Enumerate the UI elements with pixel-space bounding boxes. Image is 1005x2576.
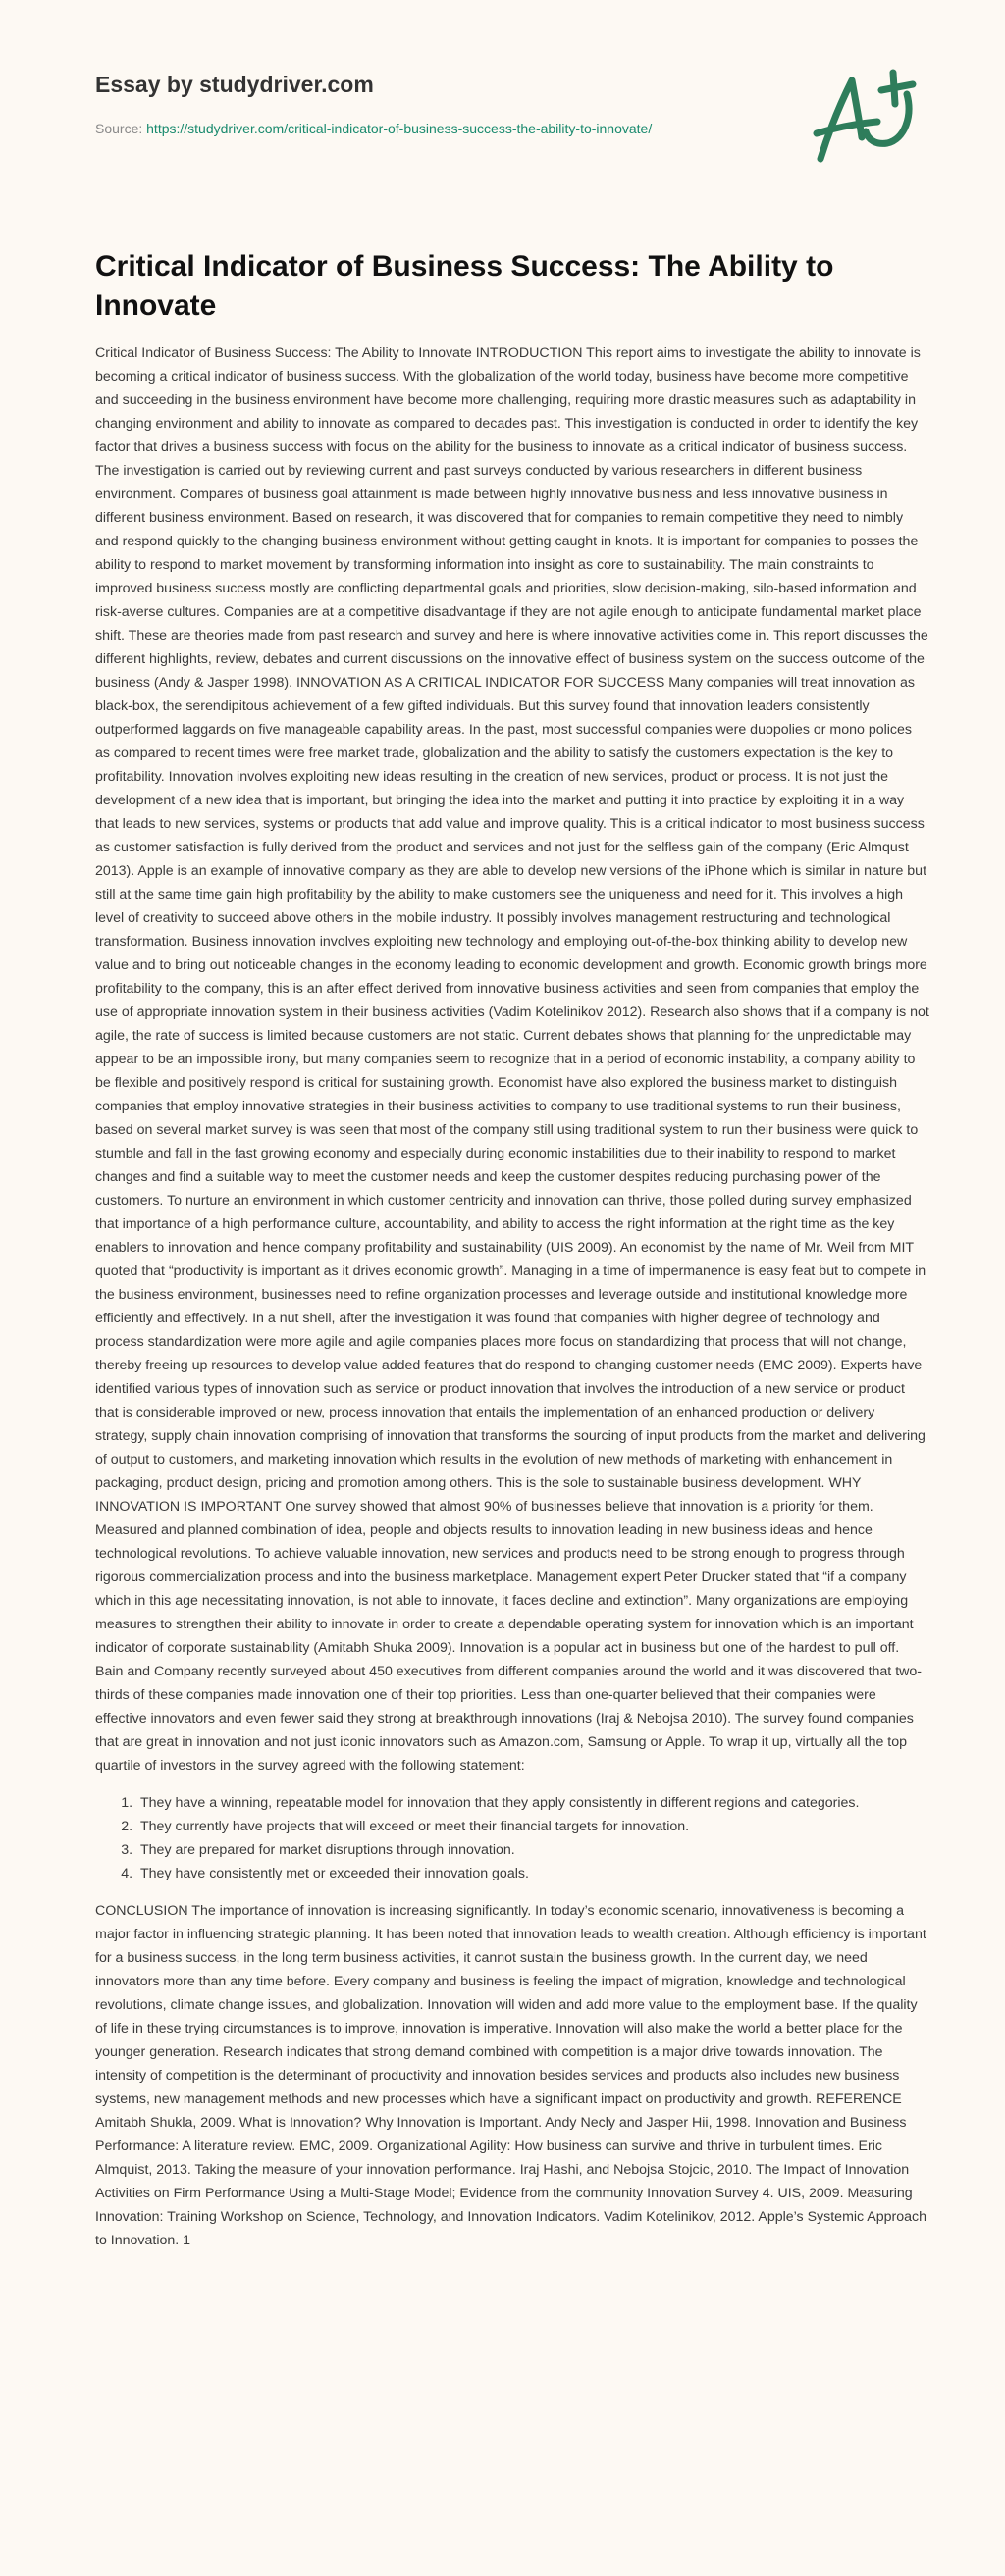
source-label: Source: bbox=[95, 121, 147, 136]
list-item: 3. They are prepared for market disruptions through innovation. bbox=[136, 1838, 929, 1862]
list-item: 2. They currently have projects that will exceed or meet their financial targets for innovation. bbox=[136, 1815, 929, 1838]
site-title: Essay by studydriver.com bbox=[95, 72, 374, 97]
page-title: Critical Indicator of Business Success: The Ability to Innovate bbox=[95, 250, 834, 322]
source-link[interactable]: https://studydriver.com/critical-indicator-of-business-success-the-ability-to-innovate/ bbox=[146, 121, 653, 136]
source-line bbox=[95, 121, 652, 136]
article-body-paragraph: Critical Indicator of Business Success: The Ability to Innovate INTRODUCTION This report aims to investigate the ability to innovate is becoming a critical indicator of business success. With the globalization of the world today, business have become more competitive and succeeding in the business environment have become more challenging, requiring more drastic measures such as adaptability in changing environment and ability to innovate as compared to decades past. This investigation is conducted in order to identify the key factor that drives a business success with focus on the ability for the business to innovate as a critical indicator of business success. The investigation is carried out by reviewing current and past surveys conducted by various researchers in different business environment. Compares of business goal attainment is made between highly innovative business and less innovative business in different business environment. Based on research, it was discovered that for companies to remain competitive they need to nimbly and respond quickly to the changing business environment without getting caught in knots. It is important for companies to posses the ability to respond to market movement by transforming information into insight as core to sustainability. The main constraints to improved business success mostly are conflicting departmental goals and priorities, slow decision-making, silo-based information and risk-averse cultures. Companies are at a competitive disadvantage if they are not agile enough to anticipate fundamental market place shift. These are theories made from past research and survey and here is where innovative activities come in. This report discusses the different highlights, review, debates and current discussions on the innovative effect of business system on the success outcome of the business (Andy & Jasper 1998). INNOVATION AS A CRITICAL INDICATOR FOR SUCCESS Many companies will treat innovation as black-box, the serendipitous achievement of a few gifted individuals. But this survey found that innovation leaders consistently outperformed laggards on five manageable capability areas. In the past, most successful companies were duopolies or mono polices as compared to recent times were free market trade, globalization and the ability to satisfy the customers expectation is the key to profitability. Innovation involves exploiting new ideas resulting in the creation of new services, product or process. It is not just the development of a new idea that is important, but bringing the idea into the market and putting it into practice by exploiting it in a way that leads to new services, systems or products that add value and improve quality. This is a critical indicator to most business success as customer satisfaction is fully derived from the product and services and not just for the selfless gain of the company (Eric Almqust 2013). Apple is an example of innovative company as they are able to develop new versions of the iPhone which is similar in nature but still at the same time gain high profitability by the ability to make customers see the uniqueness and need for it. This involves a high level of creativity to succeed above others in the mobile industry. It possibly involves management restructuring and technological transformation. Business innovation involves exploiting new technology and employing out-of-the-box thinking ability to develop new value and to bring out noticeable changes in the economy leading to economic development and growth. Economic growth brings more profitability to the company, this is an after effect derived from innovative business activities and seen from companies that employ the use of appropriate innovation system in their business activities (Vadim Kotelinikov 2012). Research also shows that if a company is not agile, the rate of success is limited because customers are not static. Current debates shows that planning for the unpredictable may appear to be an impossible irony, but many companies seem to recognize that in a period of economic instability, a company ability to be flexible and positively respond is critical for sustaining growth. Economist have also explored the business market to distinguish companies that employ innovative strategies in their business activities to company to use traditional systems to run their business, based on several market survey is was seen that most of the company still using traditional system to run their business were quick to stumble and fall in the fast growing economy and especially during economic instabilities due to their inability to respond to market changes and find a suitable way to meet the customer needs and keep the customer despites reducing purchasing power of the customers. To nurture an environment in which customer centricity and innovation can thrive, those polled during survey emphasized that importance of a high performance culture, accountability, and ability to access the right information at the right time as the key enablers to innovation and hence company profitability and sustainability (UIS 2009). An economist by the name of Mr. Weil from MIT quoted that “productivity is important as it drives economic growth”. Managing in a time of impermanence is easy feat but to compete in the business environment, businesses need to refine organization processes and leverage outside and institutional knowledge more efficiently and effectively. In a nut shell, after the investigation it was found that companies with higher degree of technology and process standardization were more agile and agile companies places more focus on standardizing that process that will not change, thereby freeing up resources to develop value added features that do respond to changing customer needs (EMC 2009). Experts have identified various types of innovation such as service or product innovation that involves the introduction of a new service or product that is considerable improved or new, process innovation that entails the implementation of an enhanced production or delivery strategy, supply chain innovation comprising of innovation that transforms the sourcing of input products from the market and delivering of output to customers, and marketing innovation which results in the evolution of new methods of marketing with enhancement in packaging, product design, pricing and promotion among others. This is the sole to sustainable business development. WHY INNOVATION IS IMPORTANT One survey showed that almost 90% of businesses believe that innovation is a priority for them. Measured and planned combination of idea, people and objects results to innovation leading in new business ideas and hence technological revolutions. To achieve valuable innovation, new services and products need to be strong enough to progress through rigorous commercialization process and into the business marketplace. Management expert Peter Drucker stated that “if a company which in this age necessitating innovation, is not able to innovate, it faces decline and extinction”. Many organizations are employing measures to strengthen their ability to innovate in order to create a dependable operating system for innovation which is an important indicator of corporate sustainability (Amitabh Shuka 2009). Innovation is a popular act in business but one of the hardest to pull off. Bain and Company recently surveyed about 450 executives from different companies around the world and it was discovered that two-thirds of these companies made innovation one of their top priorities. Less than one-quarter believed that their companies were effective innovators and even fewer said they strong at breakthrough innovations (Iraj & Nebojsa 2010). The survey found companies that are great in innovation and not just iconic innovators such as Amazon.com, Samsung or Apple. To wrap it up, virtually all the top quartile of investors in the survey agreed with the following statement: bbox=[95, 345, 929, 1774]
list-item: 1. They have a winning, repeatable model for innovation that they apply consistently in different regions and categories. bbox=[136, 1791, 929, 1815]
article bbox=[95, 247, 929, 2252]
site-header bbox=[0, 0, 1005, 186]
survey-statements-list bbox=[95, 1791, 929, 1885]
article-conclusion-paragraph: CONCLUSION The importance of innovation is increasing significantly. In today’s economic scenario, innovativeness is becoming a major factor in influencing strategic planning. It has been noted that innovation leads to wealth creation. Although efficiency is important for a business success, in the long term business activities, it cannot sustain the business growth. In the current day, we need innovators more than any time before. Every company and business is feeling the impact of migration, knowledge and technological revolutions, climate change issues, and globalization. Innovation will widen and add more value to the employment base. If the quality of life in these trying circumstances is to improve, innovation is imperative. Innovation will also make the world a better place for the younger generation. Research indicates that strong demand combined with competition is a major drive towards innovation. The intensity of competition is the determinant of productivity and innovation besides services and products also includes new business systems, new management methods and new processes which have a significant impact on productivity and growth. REFERENCE Amitabh Shukla, 2009. What is Innovation? Why Innovation is Important. Andy Necly and Jasper Hii, 1998. Innovation and Business Performance: A literature review. EMC, 2009. Organizational Agility: How business can survive and thrive in turbulent times. Eric Almquist, 2013. Taking the measure of your innovation performance. Iraj Hashi, and Nebojsa Stojcic, 2010. The Impact of Innovation Activities on Firm Performance Using a Multi-Stage Model; Evidence from the community Innovation Survey 4. UIS, 2009. Measuring Innovation: Training Workshop on Science, Technology, and Innovation Indicators. Vadim Kotelinikov, 2012. Apple’s Systemic Approach to Innovation. 1 bbox=[95, 1903, 927, 2248]
list-item: 4. They have consistently met or exceeded their innovation goals. bbox=[136, 1862, 929, 1885]
a-plus-grade-icon bbox=[807, 65, 925, 163]
